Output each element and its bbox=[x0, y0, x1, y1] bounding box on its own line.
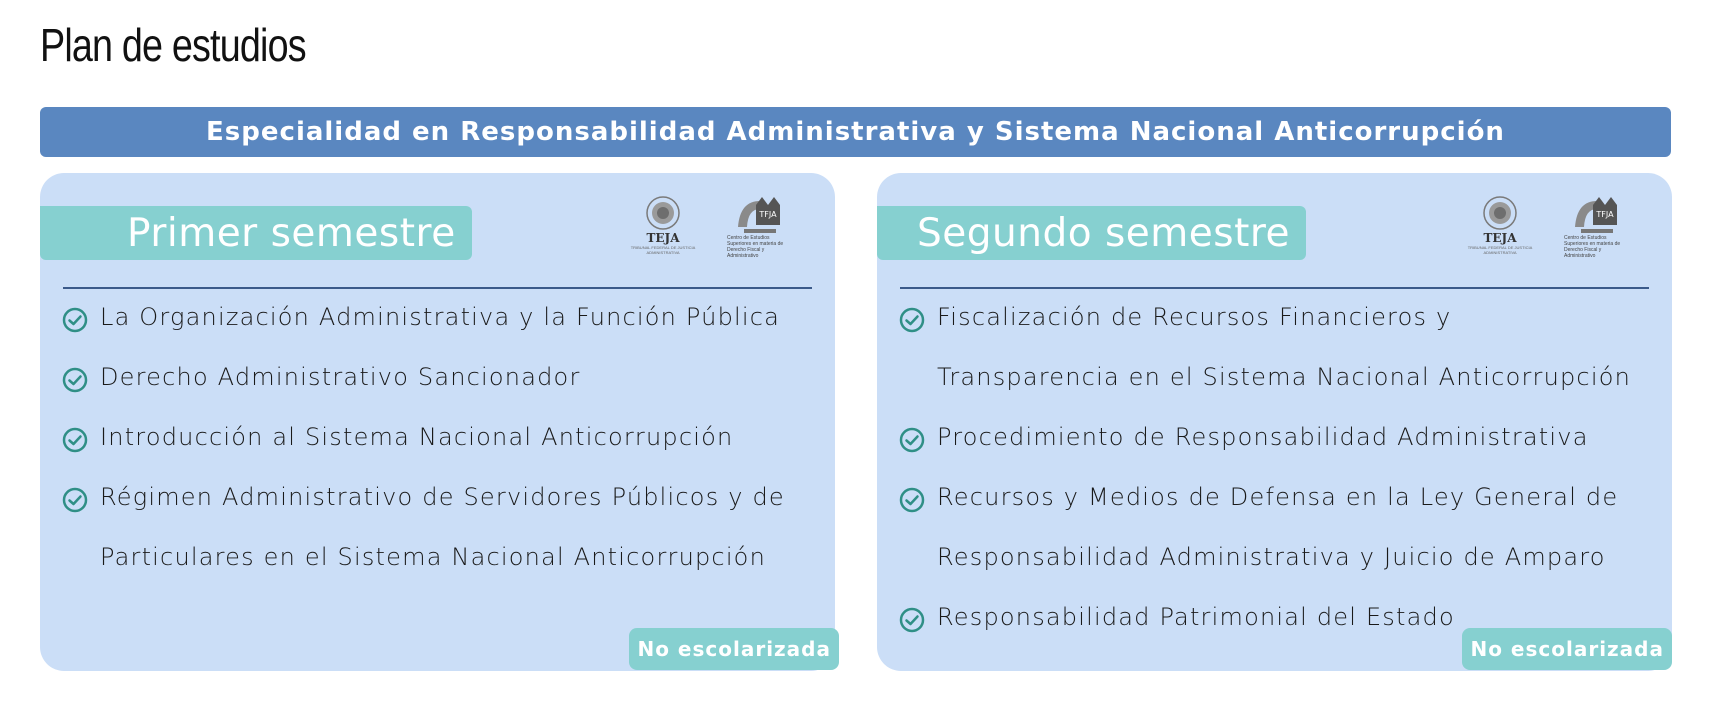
modality-badge: No escolarizada bbox=[629, 628, 839, 670]
check-circle-icon bbox=[62, 307, 88, 333]
check-circle-icon bbox=[899, 487, 925, 513]
ceja-logo bbox=[1554, 195, 1634, 267]
program-banner: Especialidad en Responsabilidad Administrativa y Sistema Nacional Anticorrupción bbox=[40, 107, 1671, 157]
subject-text: Régimen Administrativo de Servidores Públicos y de Particulares en el Sistema Nacional Anticorrupción bbox=[100, 483, 785, 571]
ceja-logo-text: TFJA bbox=[1596, 210, 1614, 219]
teja-logo-text: TEJA bbox=[1483, 231, 1517, 245]
page-title: Plan de estudios bbox=[40, 19, 306, 71]
subject-text: Fiscalización de Recursos Financieros y Transparencia en el Sistema Nacional Anticorrupción bbox=[937, 303, 1631, 391]
modality-badge: No escolarizada bbox=[1462, 628, 1672, 670]
check-circle-icon bbox=[899, 307, 925, 333]
semester-card-1 bbox=[40, 173, 835, 671]
teja-logo bbox=[1460, 195, 1540, 267]
subject-text: Procedimiento de Responsabilidad Administrativa bbox=[937, 423, 1589, 451]
list-item bbox=[62, 303, 805, 347]
ceja-logo-caption: Centro de Estudios Superiores en materia de Derecho Fiscal y Administrativo bbox=[727, 235, 784, 259]
semester-card-2 bbox=[877, 173, 1672, 671]
subject-list bbox=[899, 303, 1642, 663]
list-item bbox=[899, 423, 1642, 467]
institution-logo-icon bbox=[1567, 195, 1621, 235]
subject-text: Derecho Administrativo Sancionador bbox=[100, 363, 581, 391]
list-item bbox=[62, 423, 805, 467]
teja-logo-text: TEJA bbox=[646, 231, 680, 245]
list-item bbox=[62, 483, 805, 587]
ceja-logo-text: TFJA bbox=[759, 210, 777, 219]
subject-list bbox=[62, 303, 805, 603]
subject-text: Introducción al Sistema Nacional Anticorrupción bbox=[100, 423, 734, 451]
check-circle-icon bbox=[899, 607, 925, 633]
semester-title: Segundo semestre bbox=[877, 206, 1306, 260]
logos bbox=[1460, 195, 1634, 267]
check-circle-icon bbox=[899, 427, 925, 453]
ceja-logo-caption: Centro de Estudios Superiores en materia de Derecho Fiscal y Administrativo bbox=[1564, 235, 1621, 259]
list-item bbox=[899, 483, 1642, 587]
institution-logo-icon bbox=[730, 195, 784, 235]
teja-logo-caption: TRIBUNAL FEDERAL DE JUSTICIA ADMINISTRATIVA bbox=[630, 245, 696, 255]
teja-logo bbox=[623, 195, 703, 267]
check-circle-icon bbox=[62, 427, 88, 453]
logos bbox=[623, 195, 797, 267]
check-circle-icon bbox=[62, 487, 88, 513]
subject-text: La Organización Administrativa y la Función Pública bbox=[100, 303, 781, 331]
seal-icon bbox=[643, 195, 683, 231]
subject-text: Recursos y Medios de Defensa en la Ley General de Responsabilidad Administrativa y Juicio de Amparo bbox=[937, 483, 1619, 571]
check-circle-icon bbox=[62, 367, 88, 393]
teja-logo-caption: TRIBUNAL FEDERAL DE JUSTICIA ADMINISTRATIVA bbox=[1467, 245, 1533, 255]
subject-text: Responsabilidad Patrimonial del Estado bbox=[937, 603, 1455, 631]
ceja-logo bbox=[717, 195, 797, 267]
list-item bbox=[899, 303, 1642, 407]
seal-icon bbox=[1480, 195, 1520, 231]
semester-title: Primer semestre bbox=[40, 206, 472, 260]
list-item bbox=[62, 363, 805, 407]
